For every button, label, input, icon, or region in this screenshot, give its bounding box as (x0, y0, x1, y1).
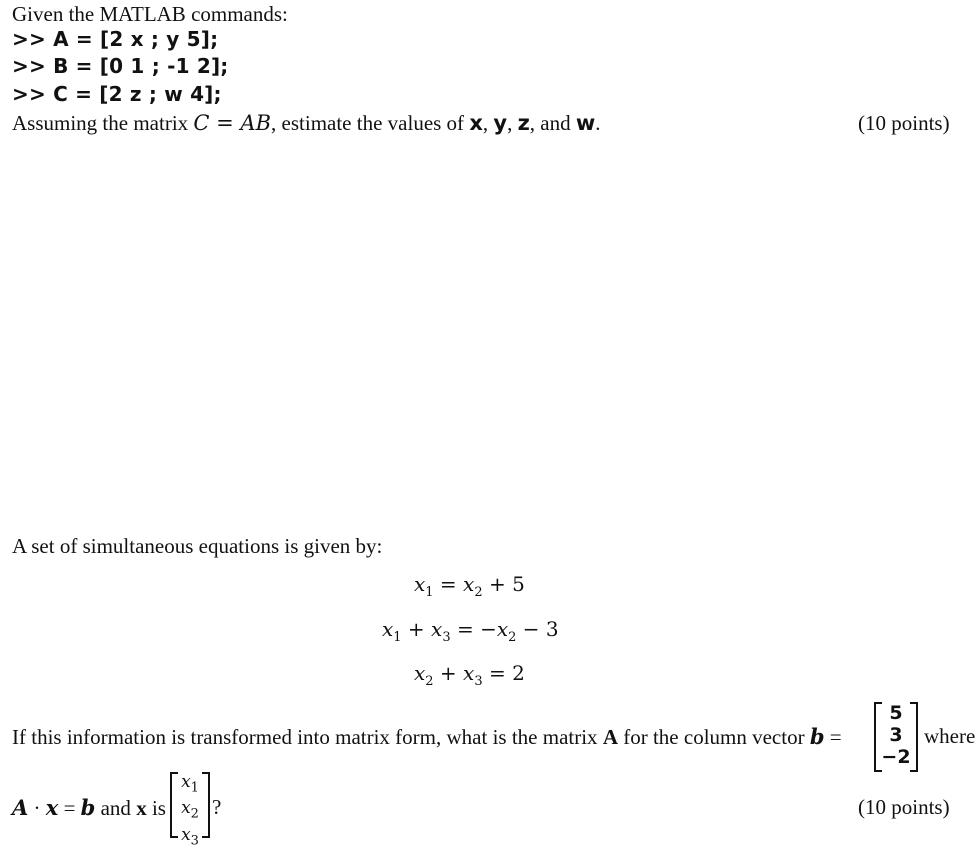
q1-points: (10 points) (858, 111, 950, 135)
q2-intro: A set of simultaneous equations is given by: (12, 534, 383, 558)
vector-b (874, 702, 918, 772)
matlab-command-b: >> B = [0 1 ; -1 2]; (12, 54, 229, 78)
q2-points: (10 points) (858, 795, 950, 819)
vector-x (170, 772, 210, 849)
var-z: z (517, 111, 530, 135)
vector-b-entry: 3 (889, 724, 903, 746)
q1-question: Assuming the matrix C = AB, estimate the values of x, y, z, and w. (12, 111, 601, 135)
vector-x-entry: $x_2$ (181, 798, 199, 822)
matlab-command-a: >> A = [2 x ; y 5]; (12, 27, 219, 51)
var-w: w (575, 111, 596, 135)
q1-intro: Given the MATLAB commands: (12, 2, 288, 26)
var-x: x (469, 111, 483, 135)
q2-question: If this information is transformed into matrix form, what is the matrix A for the column vector b = (12, 724, 842, 749)
q1-equation: C = AB (193, 111, 272, 135)
q2-equation-line: A · x = b and x is (12, 795, 166, 820)
vector-x-entry: $x_1$ (181, 772, 199, 796)
vector-b-entry: 5 (889, 702, 903, 724)
equation-2: $x_1 + x_3 = -x_2 - 3$ (382, 617, 559, 645)
var-y: y (493, 111, 508, 135)
question-mark: ? (212, 795, 222, 819)
vector-x-entry: $x_3$ (181, 824, 199, 849)
vector-b-entry: −2 (881, 746, 911, 768)
equation-1: $x_1 = x_2 + 5$ (414, 572, 525, 600)
equation-3: $x_2 + x_3 = 2$ (414, 661, 525, 689)
where-text: where (924, 724, 976, 748)
vector-b-label: b (809, 724, 825, 749)
matlab-command-c: >> C = [2 z ; w 4]; (12, 82, 222, 106)
matrix-a-label: A (602, 725, 618, 749)
